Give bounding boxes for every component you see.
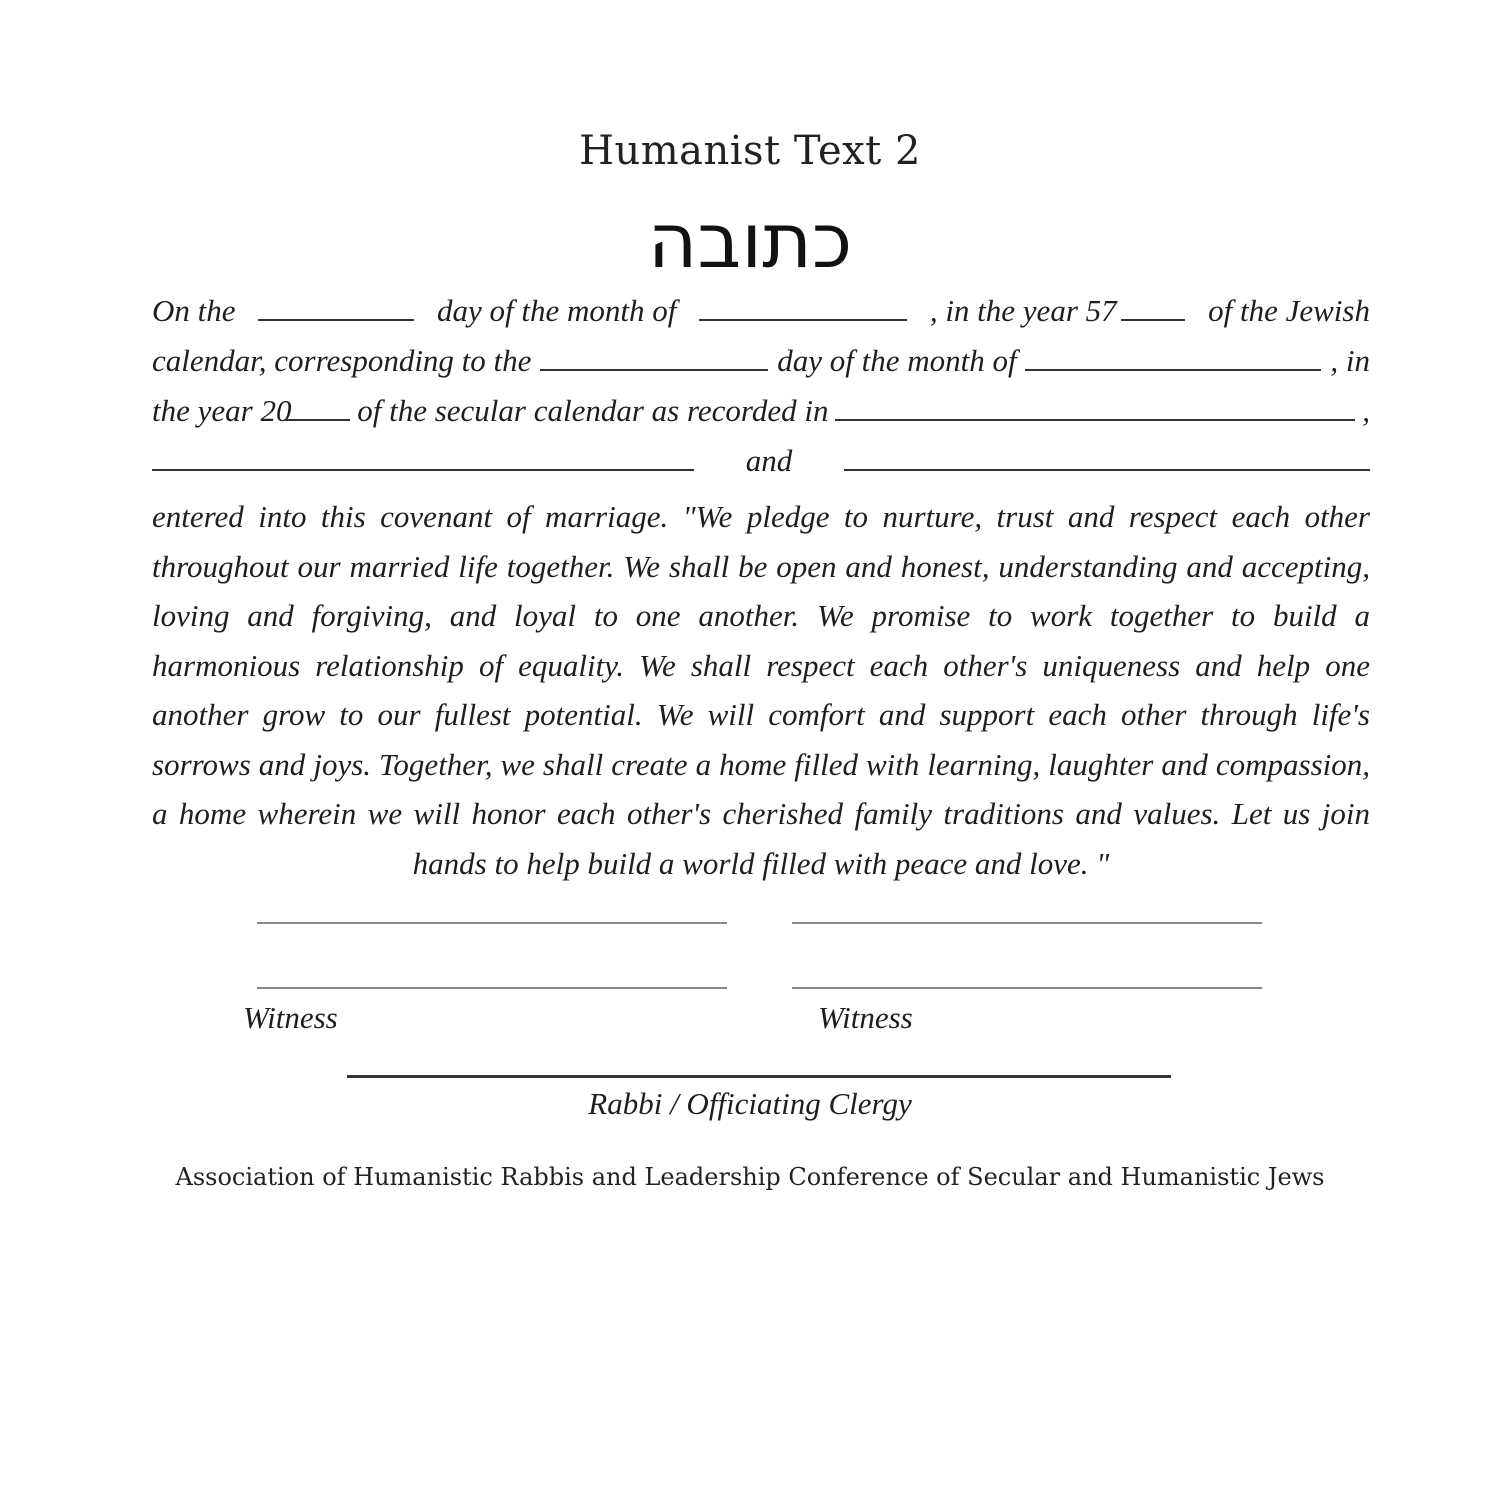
day-blank[interactable] [258,297,414,321]
partner-two-blank[interactable] [844,447,1370,471]
jewish-year-blank[interactable] [1121,297,1185,321]
line2-text-calendar: calendar, corresponding to the [152,343,532,378]
document-title: Humanist Text 2 [579,128,921,174]
witness-label-right: Witness [818,1000,913,1035]
line3-text-comma: , [1362,393,1370,428]
line3-text-recorded: of the secular calendar as recorded in [357,393,829,428]
line4-text-and: and [745,443,793,478]
fill-line-4 [152,443,1370,479]
fill-line-1 [152,293,1370,329]
witness-label-left: Witness [243,1000,338,1035]
witness-signature-line-right[interactable] [792,987,1262,989]
line1-text-jewish: of the Jewish [1208,293,1370,328]
secular-year-blank[interactable] [284,397,350,421]
signature-line-left-1[interactable] [257,922,727,924]
secular-month-blank[interactable] [1025,347,1321,371]
rabbi-signature-line[interactable] [347,1075,1171,1078]
hebrew-title: כתובה [647,196,853,285]
fill-line-3 [152,393,1370,429]
covenant-text: entered into this covenant of marriage. "We pledge to nurture, trust and respect each other throughout our married life together. We shall be open and honest, understanding and accepting, loving and forgiving, and loyal to one another. We promise to work together to build a harmonious relationship of equality. We shall respect each other's uniqueness and help one another grow to our fullest potential. We will comfort and support each other through life's sorrows and joys. Together, we shall create a home filled with learning, laughter and compassion, a home wherein we will honor each other's cherished family traditions and values. Let us join hands to help build a world filled with peace and love. " [152,499,1370,881]
secular-day-blank[interactable] [540,347,768,371]
line3-text-year: the year 20 [152,393,292,428]
partner-one-blank[interactable] [152,447,694,471]
rabbi-label: Rabbi / Officiating Clergy [588,1086,912,1121]
footer-attribution: Association of Humanistic Rabbis and Leadership Conference of Secular and Humanistic Jews [175,1163,1325,1191]
line2-text-day-of-month: day of the month of [777,343,1017,378]
location-blank[interactable] [835,397,1355,421]
line2-text-in: , in [1330,343,1370,378]
witness-signature-line-left[interactable] [257,987,727,989]
line1-text-day-of-month: day of the month of [436,293,677,328]
line1-text-year: , in the year 57 [929,293,1117,328]
signature-line-right-1[interactable] [792,922,1262,924]
fill-line-2 [152,343,1370,379]
month-blank[interactable] [699,297,907,321]
line1-text-on-the: On the [152,293,236,328]
